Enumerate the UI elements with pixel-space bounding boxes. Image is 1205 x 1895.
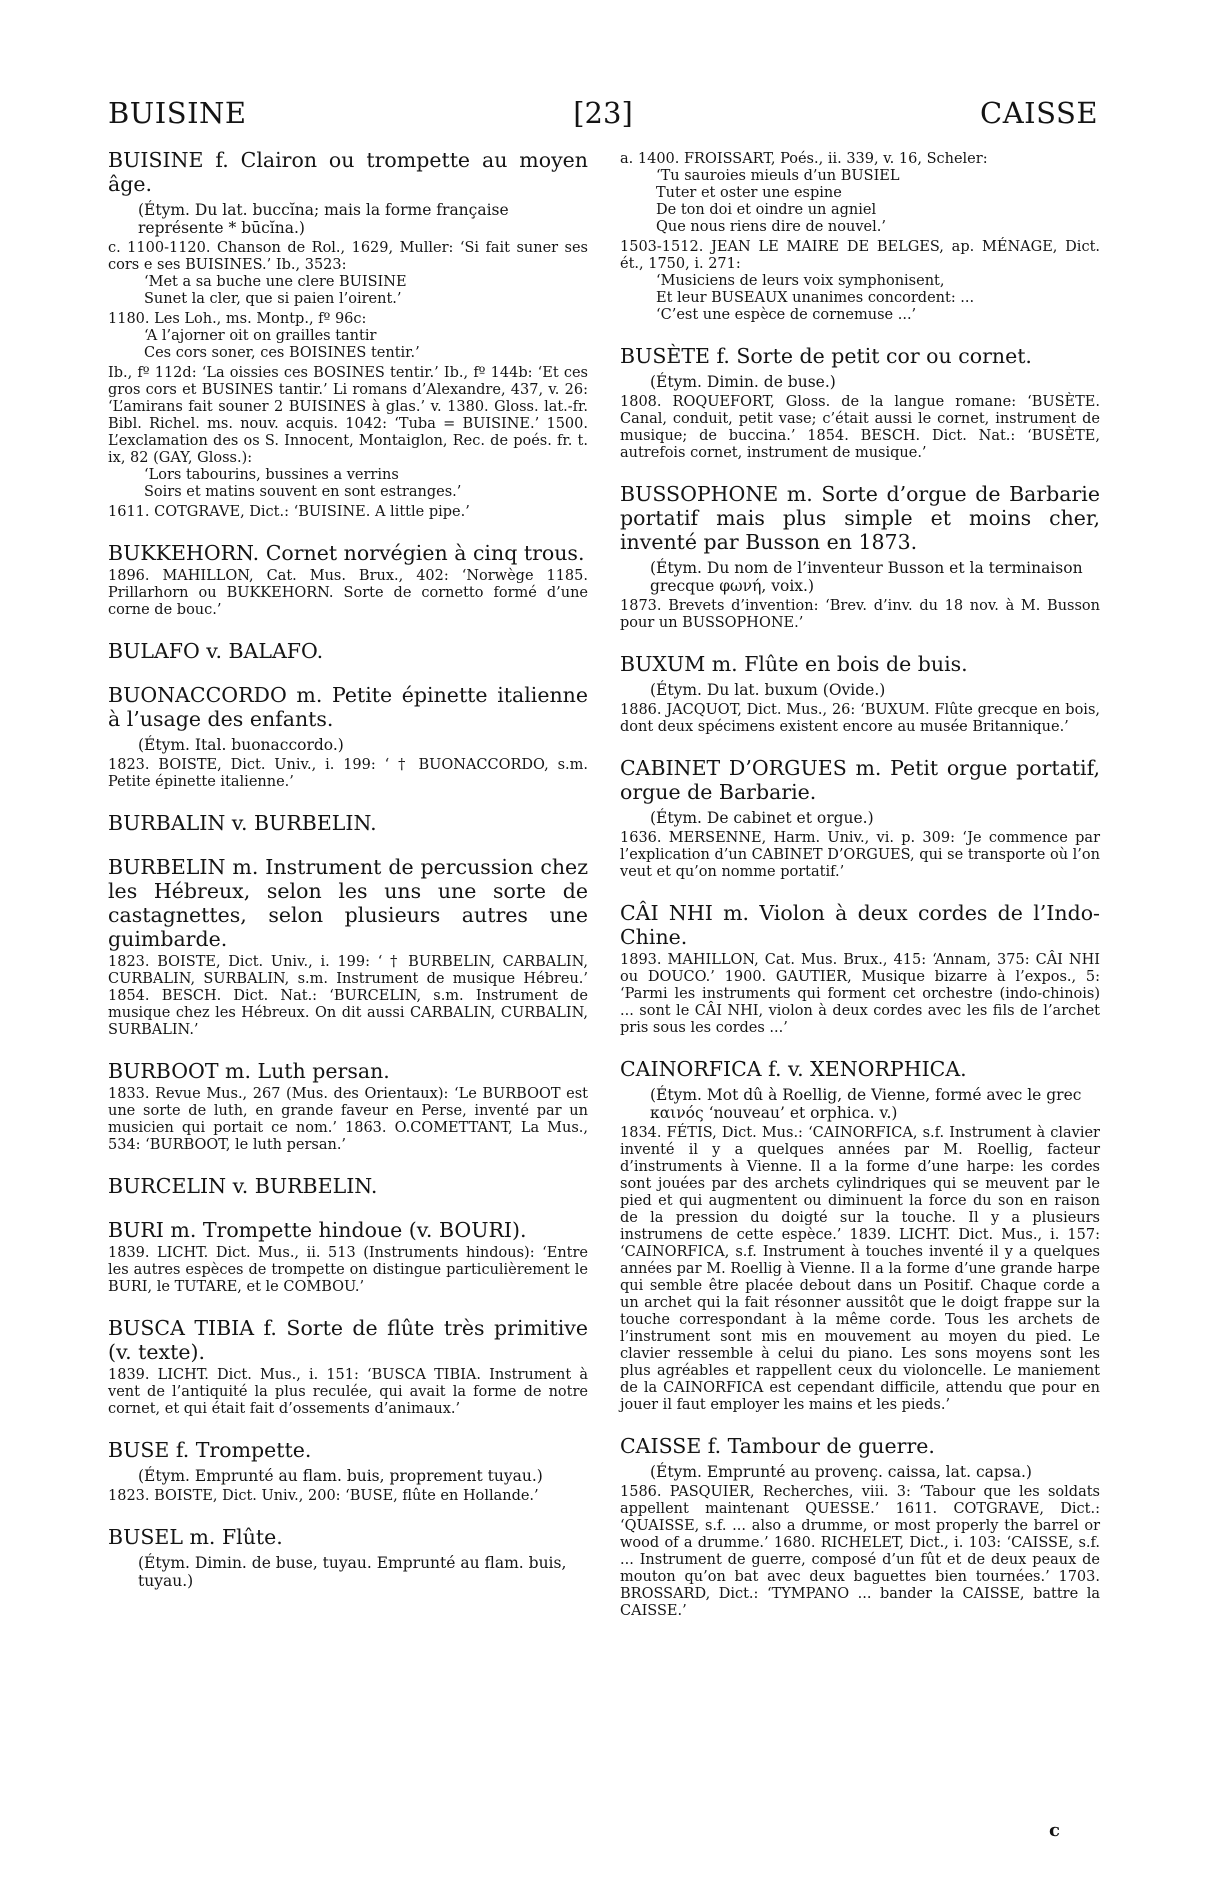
entry-headword-definition: BURBALIN v. BURBELIN. (108, 811, 377, 835)
entry-citation: 1823. BOISTE, Dict. Univ., i. 199: ‘ † BURBELIN, CARBALIN, CURBALIN, SURBALIN, s.m. Instrument de musique Hébreu.’ 1854. BESCH. Dict. Nat.: ‘BURCELIN, s.m. Instrument de musique chez les Hébreux. On dit aussi CARBALIN, CURBALIN, SURBALIN.’ (108, 954, 588, 1038)
entry-citation: Ces cors soner, ces BOISINES tentir.’ (144, 345, 420, 361)
entry-headword-definition: CABINET D’ORGUES m. Petit orgue portatif, orgue de Barbarie. (620, 756, 1100, 804)
entry-citation: 1893. MAHILLON, Cat. Mus. Brux., 415: ‘Annam, 375: CÂI NHI ou DOUCO.’ 1900. GAUTIER, Musique bizarre à l’expos., 5: ‘Parmi les instruments qui forment cet orchestre (indo-chinois) ... sont le CÂI NHI, violon à deux cordes avec les fils de l’archet pris sous les cordes ...’ (620, 952, 1100, 1036)
entry-citation: ‘Met a sa buche une clere BUISINE (144, 274, 407, 290)
dictionary-entry (108, 1174, 588, 1198)
page-number: [23] (573, 96, 633, 130)
entry-headword-definition: BURBELIN m. Instrument de percussion chez les Hébreux, selon les uns une sorte de castagnettes, selon plusieurs autres une guimbarde. (108, 855, 588, 951)
signature-mark: c (1049, 1820, 1060, 1841)
entry-headword-definition: BUXUM m. Flûte en bois de buis. (620, 652, 968, 676)
dictionary-entry (620, 344, 1100, 462)
entry-headword-definition: BURBOOT m. Luth persan. (108, 1059, 390, 1083)
entry-citation: 1503-1512. JEAN LE MAIRE DE BELGES, ap. MÉNAGE, Dict. ét., 1750, i. 271: (620, 239, 1100, 272)
dictionary-entry (108, 148, 588, 521)
dictionary-entry (108, 639, 588, 663)
entry-citation: Tuter et oster une espine (656, 185, 842, 201)
dictionary-entry (108, 1059, 588, 1154)
entry-citation: Ib., fº 112d: ‘La oissies ces BOSINES tentir.’ Ib., fº 144b: ‘Et ces gros cors et BUSINES tantir.’ Li romans d’Alexandre, 437, v. 26: ‘L’amirans fait souner 2 BUISINES à glas.’ v. 1380. Gloss. lat.-fr. Bibl. Richel. ms. nouv. acquis. 1042: ‘Tuba = BUISINE.’ 1500. L’exclamation des os S. Innocent, Montaiglon, Rec. de poés. fr. t. ix, 82 (GAY, Gloss.): (108, 365, 588, 466)
entry-citation: 1586. PASQUIER, Recherches, viii. 3: ‘Tabour que les soldats appellent maintenant QUESSE.’ 1611. COTGRAVE, Dict.: ‘QUAISSE, s.f. ... also a drumme, or most properly the barrel or wood of a drumme.’ 1680. RICHELET, Dict., i. 103: ‘CAISSE, s.f. ... Instrument de guerre, composé d’un fût et de deux peaux de mouton qu’on bat avec deux baguettes bien tournées.’ 1703. BROSSARD, Dict.: ‘TYMPANO ... bander la CAISSE, battre la CAISSE.’ (620, 1484, 1100, 1619)
entry-citation: Sunet la cler, que si paien l’oirent.’ (144, 291, 402, 307)
dictionary-entry (108, 1316, 588, 1418)
entry-headword-definition: CÂI NHI m. Violon à deux cordes de l’Indo-Chine. (620, 901, 1100, 949)
entry-citation: 1873. Brevets d’invention: ‘Brev. d’inv. du 18 nov. à M. Busson pour un BUSSOPHONE.’ (620, 598, 1100, 631)
entry-etymology: (Étym. Emprunté au provenç. caissa, lat. capsa.) (650, 1463, 1032, 1481)
entry-headword-definition: BUSCA TIBIA f. Sorte de flûte très primitive (v. texte). (108, 1316, 588, 1364)
entry-etymology: (Étym. Du lat. buccĭna; mais la forme française représente * būcĭna.) (138, 201, 509, 237)
dictionary-entry (108, 1525, 588, 1590)
header-first-word: BUISINE (108, 96, 247, 130)
entry-headword-definition: BUISINE f. Clairon ou trompette au moyen âge. (108, 148, 588, 196)
dictionary-entry (620, 1057, 1100, 1414)
entry-citation: ‘A l’ajorner oit on grailles tantir (144, 328, 377, 344)
entry-headword-definition: BUSSOPHONE m. Sorte d’orgue de Barbarie portatif mais plus simple et moins cher, inventé par Busson en 1873. (620, 482, 1100, 554)
right-column (620, 148, 1100, 1640)
dictionary-entry (108, 1438, 588, 1505)
entry-citation: 1839. LICHT. Dict. Mus., ii. 513 (Instruments hindous): ‘Entre les autres espèces de trompette on distingue particulièrement le BURI, le TUTARE, et le COMBOU.’ (108, 1245, 588, 1295)
entry-headword-definition: BUKKEHORN. Cornet norvégien à cinq trous. (108, 541, 585, 565)
entry-citation: c. 1100-1120. Chanson de Rol., 1629, Muller: ‘Si fait suner ses cors e ses BUISINES.’ Ib., 3523: (108, 240, 588, 273)
dictionary-entry (108, 811, 588, 835)
entry-citation: ‘Musiciens de leurs voix symphonisent, (656, 273, 945, 289)
dictionary-entry (108, 1218, 588, 1296)
entry-citation: ‘Tu sauroies mieuls d’un BUSIEL (656, 168, 900, 184)
entry-citation: Et leur BUSEAUX unanimes concordent: ... (656, 290, 975, 306)
dictionary-entry (620, 756, 1100, 881)
entry-citation: ‘Lors tabourins, bussines a verrins (144, 467, 399, 483)
entry-headword-definition: CAINORFICA f. v. XENORPHICA. (620, 1057, 967, 1081)
entry-headword-definition: BUSE f. Trompette. (108, 1438, 312, 1462)
entry-etymology: (Étym. Mot dû à Roellig, de Vienne, formé avec le grec καινός ‘nouveau’ et orphica. v.) (650, 1086, 1082, 1122)
entry-citation: Soirs et matins souvent en sont estranges.’ (144, 484, 462, 500)
entry-citation: De ton doi et oindre un agniel (656, 202, 877, 218)
dictionary-entry (620, 652, 1100, 736)
entry-etymology: (Étym. Emprunté au flam. buis, proprement tuyau.) (138, 1467, 543, 1485)
entry-citation: 1823. BOISTE, Dict. Univ., 200: ‘BUSE, flûte en Hollande.’ (108, 1488, 539, 1504)
entry-etymology: (Étym. Dimin. de buse, tuyau. Emprunté au flam. buis, tuyau.) (138, 1554, 567, 1590)
entry-citation: 1886. JACQUOT, Dict. Mus., 26: ‘BUXUM. Flûte grecque en bois, dont deux spécimens existent encore au musée Britannique.’ (620, 702, 1100, 735)
entry-citation: 1611. COTGRAVE, Dict.: ‘BUISINE. A little pipe.’ (108, 504, 470, 520)
entry-citation: 1180. Les Loh., ms. Montp., fº 96c: (108, 311, 367, 327)
entry-citation: 1823. BOISTE, Dict. Univ., i. 199: ‘ † BUONACCORDO, s.m. Petite épinette italienne.’ (108, 757, 588, 790)
dictionary-entry (620, 1434, 1100, 1620)
entry-etymology: (Étym. Dimin. de buse.) (650, 373, 836, 391)
entry-etymology: (Étym. Ital. buonaccordo.) (138, 736, 344, 754)
entry-citation: 1896. MAHILLON, Cat. Mus. Brux., 402: ‘Norwège 1185. Prillarhorn ou BUKKEHORN. Sorte de cornetto formé d’une corne de bouc.’ (108, 568, 588, 618)
dictionary-entry (620, 482, 1100, 632)
entry-citation: 1636. MERSENNE, Harm. Univ., vi. p. 309: ‘Je commence par l’explication d’un CABINET D’ORGUES, qui se transporte où l’on veut et qu’on nomme portatif.’ (620, 830, 1100, 880)
entry-headword-definition: CAISSE f. Tambour de guerre. (620, 1434, 935, 1458)
header-last-word: CAISSE (980, 96, 1098, 130)
dictionary-entry (620, 901, 1100, 1037)
entry-headword-definition: BUONACCORDO m. Petite épinette italienne à l’usage des enfants. (108, 683, 588, 731)
entry-headword-definition: BUSÈTE f. Sorte de petit cor ou cornet. (620, 344, 1032, 368)
entry-etymology: (Étym. Du nom de l’inventeur Busson et la terminaison grecque φωνή, voix.) (650, 559, 1083, 595)
entry-headword-definition: BURCELIN v. BURBELIN. (108, 1174, 378, 1198)
entry-citation: 1839. LICHT. Dict. Mus., i. 151: ‘BUSCA TIBIA. Instrument à vent de l’antiquité la plus reculée, qui avait la forme de notre cornet, et qui était fait d’ossements d’animaux.’ (108, 1367, 588, 1417)
dictionary-entry (108, 683, 588, 791)
entry-etymology: (Étym. Du lat. buxum (Ovide.) (650, 681, 886, 699)
dictionary-entry (108, 855, 588, 1039)
entry-headword-definition: BULAFO v. BALAFO. (108, 639, 324, 663)
entry-citation: 1834. FÉTIS, Dict. Mus.: ‘CAINORFICA, s.f. Instrument à clavier inventé il y a quelques années par M. Roellig, facteur d’instruments à Vienne. Il a la forme d’une harpe: les cordes sont jouées par des archets cylindriques qui se meuvent par le pied et qui augmentent ou diminuent la force du son en raison de la pression du doigté sur la touche. Il y a plusieurs instrumens de cette espèce.’ 1839. LICHT. Dict. Mus., i. 157: ‘CAINORFICA, s.f. Instrument à touches inventé il y a quelques années par M. Roellig à Vienne. Il a la forme d’une grande harpe qui semble être placée debout dans un Positif. Chaque corde a un archet qui la fait résonner aussitôt que le doigt frappe sur la touche correspondant à la même corde. Tous les archets de l’instrument sont mis en mouvement au moyen du pied. Le clavier ressemble à celui du piano. Les sons moyens sont les plus agréables et rappellent ceux du violoncelle. Le maniement de la CAINORFICA est cependant difficile, attendu que pour en jouer il faut employer les mains et les pieds.’ (620, 1125, 1100, 1413)
page-header (108, 96, 1098, 136)
entry-citation: 1833. Revue Mus., 267 (Mus. des Orientaux): ‘Le BURBOOT est une sorte de luth, en grande faveur en Perse, inventé par un musicien qui portait ce nom.’ 1863. O.COMETTANT, La Mus., 534: ‘BURBOOT, le luth persan.’ (108, 1086, 588, 1153)
entry-citation: 1808. ROQUEFORT, Gloss. de la langue romane: ‘BUSÈTE. Canal, conduit, petit vase; c’était aussi le cornet, instrument de musique; de buccina.’ 1854. BESCH. Dict. Nat.: ‘BUSÈTE, autrefois cornet, instrument de musique.’ (620, 394, 1100, 461)
entry-etymology: (Étym. De cabinet et orgue.) (650, 809, 874, 827)
entry-citation: a. 1400. FROISSART, Poés., ii. 339, v. 16, Scheler: (620, 151, 988, 167)
dictionary-entry (108, 541, 588, 619)
entry-citation: ‘C’est une espèce de cornemuse ...’ (656, 307, 917, 323)
entry-headword-definition: BUSEL m. Flûte. (108, 1525, 283, 1549)
dictionary-entry (620, 151, 1100, 324)
left-column (108, 148, 588, 1610)
entry-headword-definition: BURI m. Trompette hindoue (v. BOURI). (108, 1218, 527, 1242)
entry-citation: Que nous riens dire de nouvel.’ (656, 219, 886, 235)
